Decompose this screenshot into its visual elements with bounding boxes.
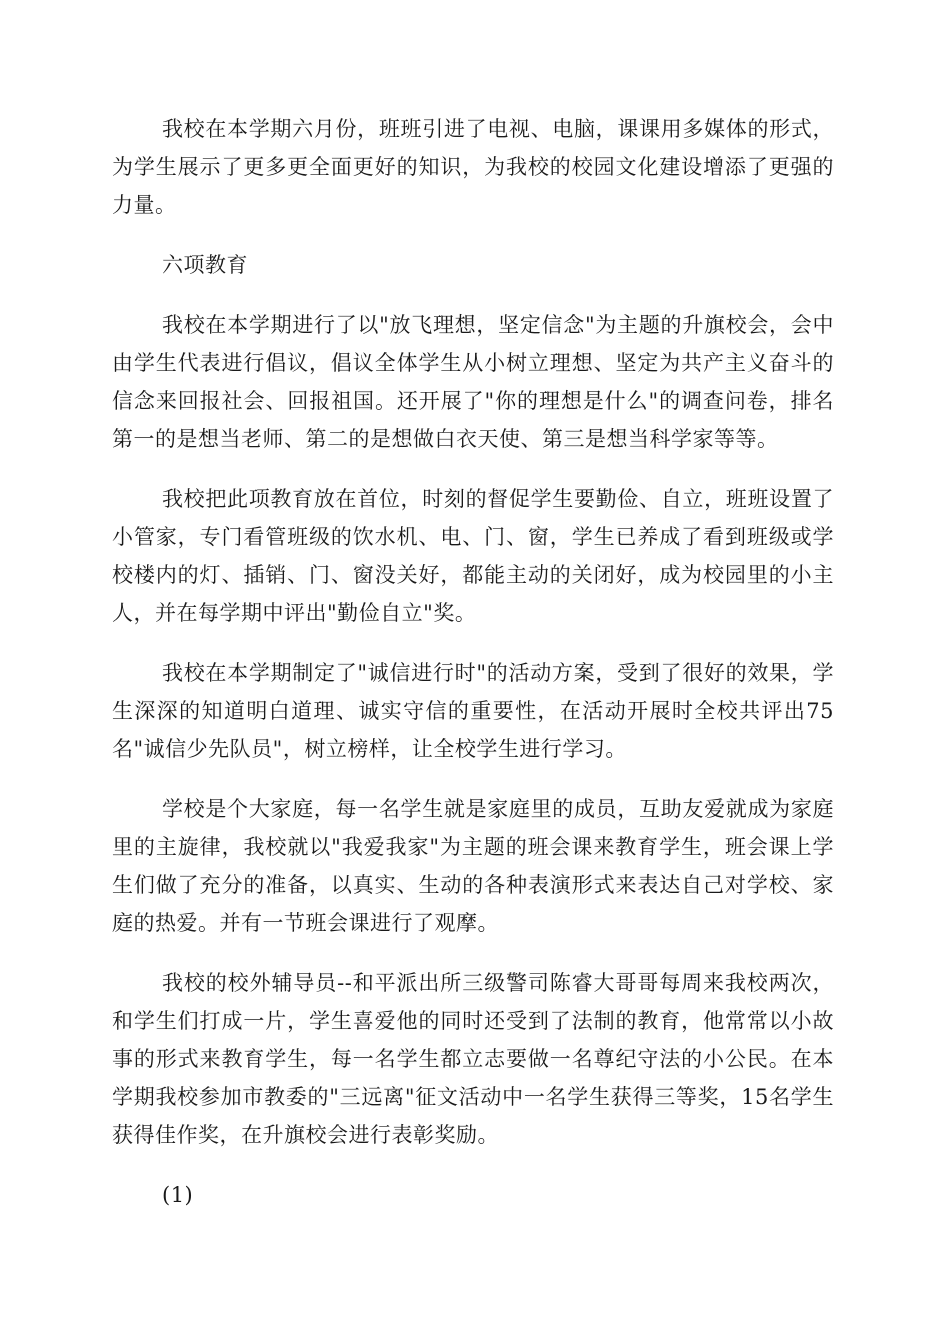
document-body	[112, 110, 834, 1236]
paragraph-family: 学校是个大家庭，每一名学生就是家庭里的成员，互助友爱就成为家庭里的主旋律，我校就以"我爱我家"为主题的班会课来教育学生，班会课上学生们做了充分的准备，以真实、生动的各种表演形式来表达自己对学校、家庭的热爱。并有一节班会课进行了观摩。	[112, 797, 834, 935]
paragraph-multimedia: 我校在本学期六月份，班班引进了电视、电脑，课课用多媒体的形式，为学生展示了更多更全面更好的知识，为我校的校园文化建设增添了更强的力量。	[112, 117, 834, 217]
paragraph-integrity: 我校在本学期制定了"诚信进行时"的活动方案，受到了很好的效果，学生深深的知道明白道理、诚实守信的重要性，在活动开展时全校共评出75名"诚信少先队员"，树立榜样，让全校学生进行学习。	[112, 661, 834, 761]
paragraph-thrift: 我校把此项教育放在首位，时刻的督促学生要勤俭、自立，班班设置了小管家，专门看管班级的饮水机、电、门、窗，学生已养成了看到班级或学校楼内的灯、插销、门、窗没关好，都能主动的关闭好，成为校园里的小主人，并在每学期中评出"勤俭自立"奖。	[112, 487, 834, 625]
paragraph-ideals: 我校在本学期进行了以"放飞理想，坚定信念"为主题的升旗校会，会中由学生代表进行倡议，倡议全体学生从小树立理想、坚定为共产主义奋斗的信念来回报社会、回报祖国。还开展了"你的理想是什么"的调查问卷，排名第一的是想当老师、第二的是想做白衣天使、第三是想当科学家等等。	[112, 313, 834, 451]
list-marker: (1)	[162, 1183, 194, 1207]
paragraph-law-education: 我校的校外辅导员--和平派出所三级警司陈睿大哥哥每周来我校两次，和学生们打成一片，学生喜爱他的同时还受到了法制的教育，他常常以小故事的形式来教育学生，每一名学生都立志要做一名尊纪守法的小公民。在本学期我校参加市教委的"三远离"征文活动中一名学生获得三等奖，15名学生获得佳作奖，在升旗校会进行表彰奖励。	[112, 971, 834, 1147]
section-heading-six-education: 六项教育	[162, 253, 248, 277]
